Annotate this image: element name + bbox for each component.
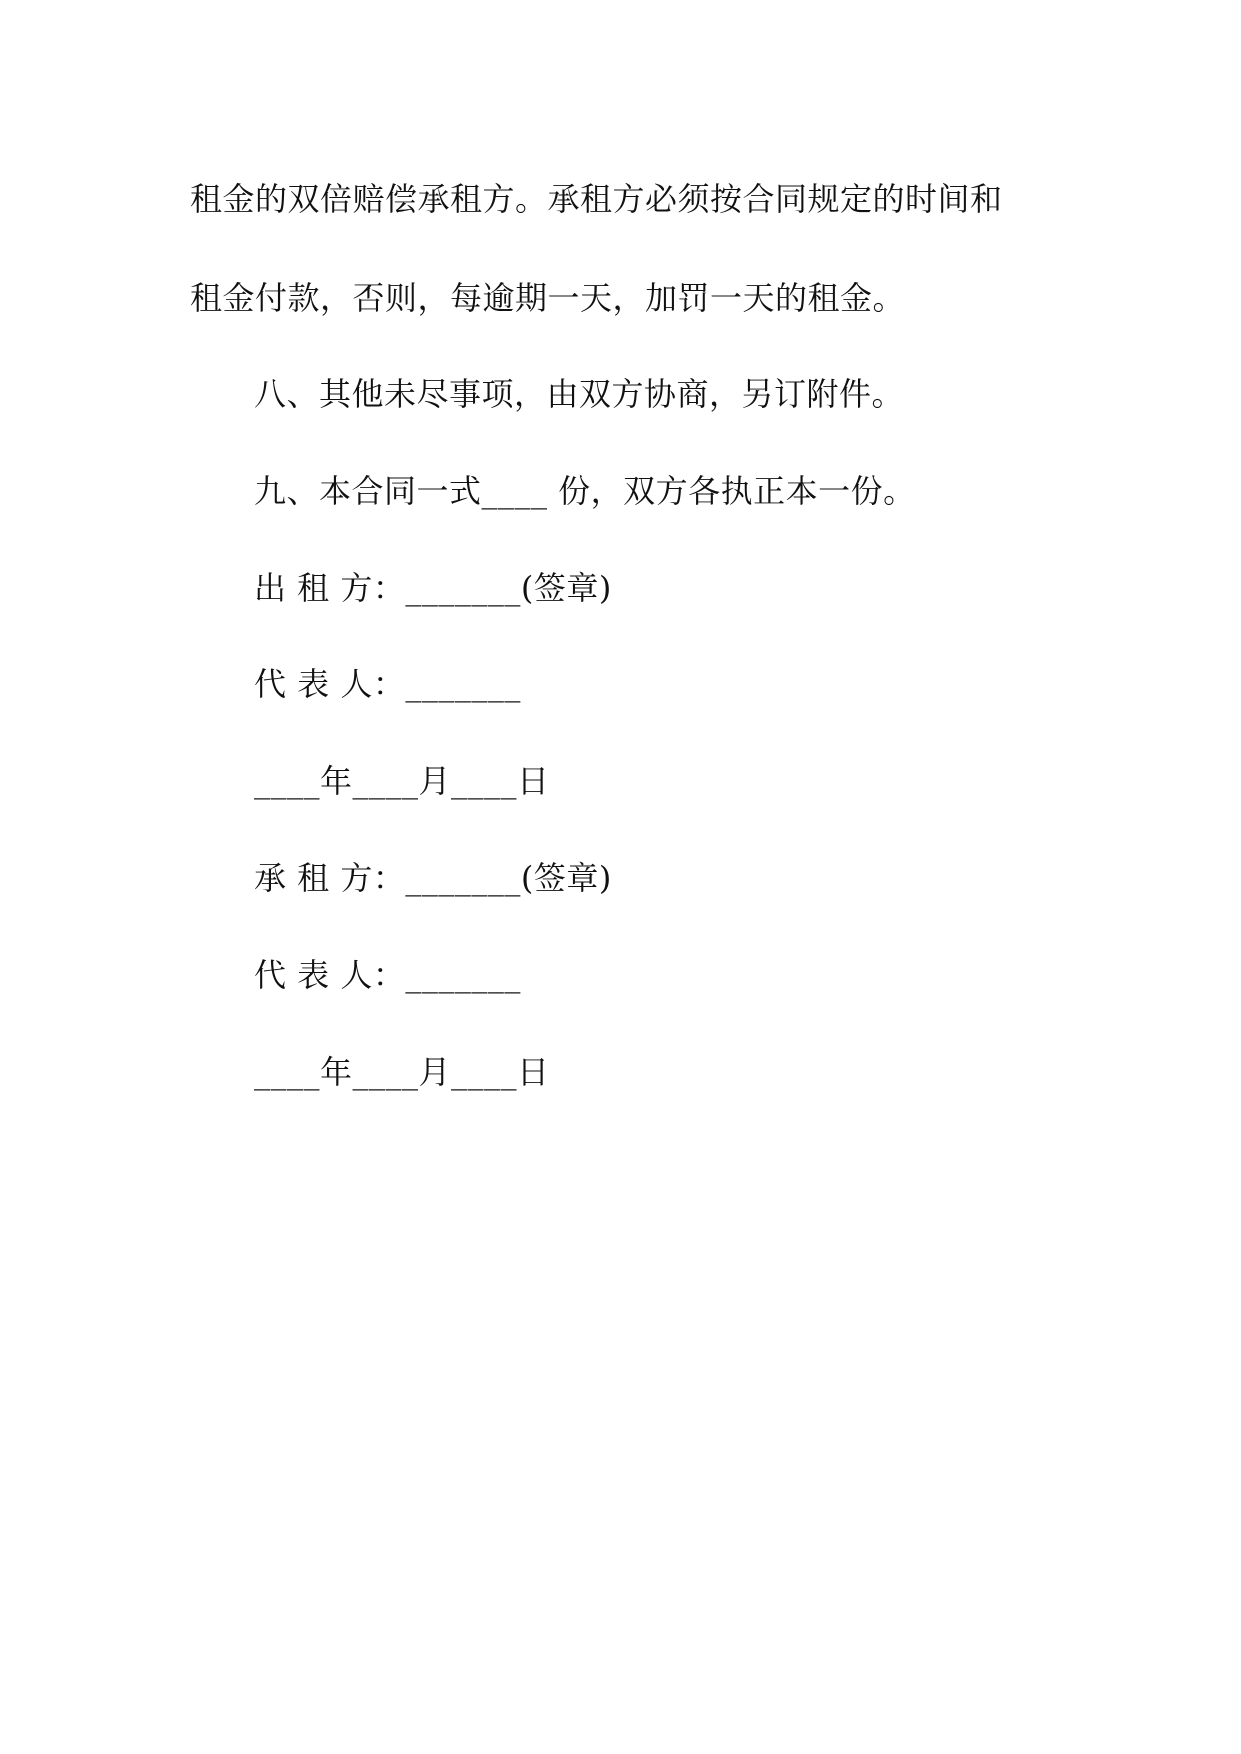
lessee-signature-line: 承 租 方：_______(签章) bbox=[254, 859, 612, 897]
lessee-date-line: ____年____月____日 bbox=[254, 1053, 550, 1091]
lessee-representative-line: 代 表 人：_______ bbox=[254, 956, 521, 994]
paragraph-continuation-line-2: 租金付款，否则，每逾期一天，加罚一天的租金。 bbox=[190, 279, 906, 317]
clause-9: 九、本合同一式____ 份，双方各执正本一份。 bbox=[254, 472, 916, 510]
lessor-date-line: ____年____月____日 bbox=[254, 762, 550, 800]
lessor-representative-line: 代 表 人：_______ bbox=[254, 665, 521, 703]
lessor-signature-line: 出 租 方：_______(签章) bbox=[254, 569, 612, 607]
paragraph-continuation-line-1: 租金的双倍赔偿承租方。承租方必须按合同规定的时间和 bbox=[190, 180, 1003, 218]
clause-8: 八、其他未尽事项，由双方协商，另订附件。 bbox=[254, 375, 905, 413]
